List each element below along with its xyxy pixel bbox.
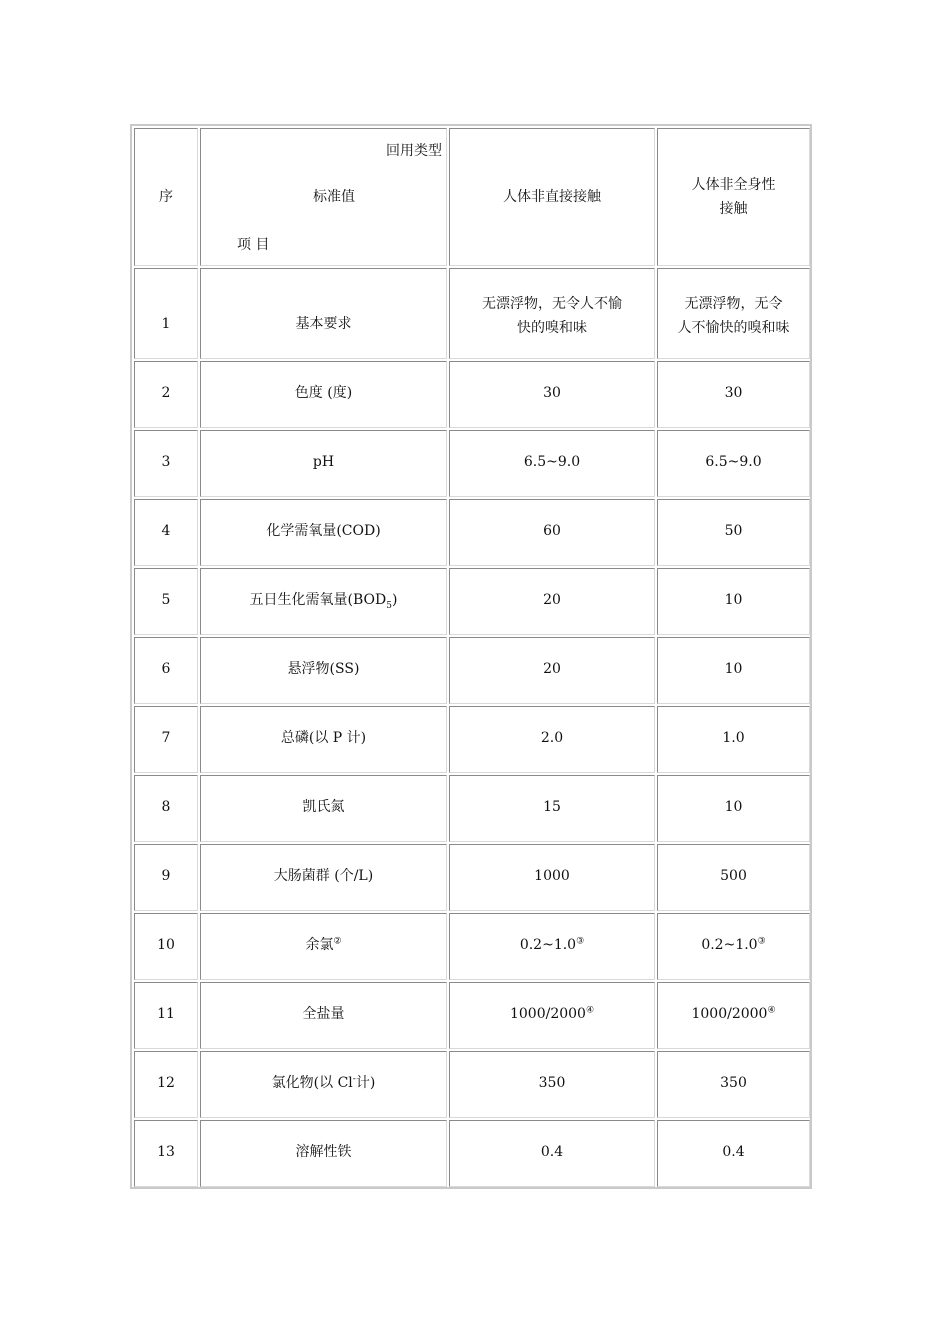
row-value-b: 6.5~9.0 [657,430,810,497]
header-diagonal-cell [200,128,447,266]
header-col-b [657,128,810,266]
row-item [200,1051,447,1118]
row-value-b: 1.0 [657,706,810,773]
row-item: pH [200,430,447,497]
table-row [134,844,810,911]
row-number: 8 [134,775,198,842]
table-row [134,706,810,773]
row-value-a: 15 [449,775,655,842]
row-value-b: 30 [657,361,810,428]
row-value-a-line2: 快的嗅和味 [517,320,587,336]
row-value-a-note-mark: ③ [576,936,585,947]
table-row [134,499,810,566]
row-value-a: 0.4 [449,1120,655,1187]
table-row [134,913,810,980]
row-number: 3 [134,430,198,497]
table-row [134,430,810,497]
row-value-a [449,913,655,980]
row-item: 溶解性铁 [200,1120,447,1187]
row-item-note-mark: ② [333,936,342,947]
table-row [134,268,810,359]
row-value-b [657,913,810,980]
row-value-a: 6.5~9.0 [449,430,655,497]
header-standard-value: 标准值 [313,189,355,205]
row-item: 基本要求 [200,268,447,359]
row-value-a: 2.0 [449,706,655,773]
row-value-a: 60 [449,499,655,566]
row-item: 全盐量 [200,982,447,1049]
row-value-b: 500 [657,844,810,911]
row-number: 4 [134,499,198,566]
row-number: 5 [134,568,198,635]
row-number: 7 [134,706,198,773]
row-item: 大肠菌群 (个/L) [200,844,447,911]
row-value-a [449,268,655,359]
row-value-b: 350 [657,1051,810,1118]
row-number: 6 [134,637,198,704]
header-col-b-line1: 人体非全身性 [691,177,776,193]
water-reuse-standards-table [132,126,812,1189]
header-col-b-line2: 接触 [719,201,748,217]
row-number: 9 [134,844,198,911]
table-row [134,1120,810,1187]
row-item: 凯氏氮 [200,775,447,842]
row-value-b: 50 [657,499,810,566]
row-value-a: 1000 [449,844,655,911]
row-number: 2 [134,361,198,428]
row-number: 11 [134,982,198,1049]
row-number: 13 [134,1120,198,1187]
header-seq: 序 [134,128,198,266]
table-row [134,775,810,842]
row-value-b-line1: 无漂浮物，无令 [684,296,783,312]
row-item-subscript: 5 [386,600,392,611]
row-number: 1 [134,268,198,359]
row-value-b: 10 [657,775,810,842]
header-col-a: 人体非直接接触 [449,128,655,266]
row-value-a-line1: 无漂浮物，无令人不愉 [482,296,622,312]
row-item-superscript: - [352,1074,356,1085]
row-value-a [449,982,655,1049]
row-value-b-line2: 人不愉快的嗅和味 [677,320,790,336]
row-value-a: 20 [449,637,655,704]
row-value-b: 10 [657,568,810,635]
row-value-a-note-mark: ④ [585,1005,595,1016]
table-row [134,361,810,428]
row-item-end: 计) [355,1075,376,1091]
row-item-text: 余氯 [305,937,334,953]
row-value-b [657,268,810,359]
header-item: 项 目 [237,237,270,253]
row-value-b-note-mark: ④ [767,1005,776,1016]
table-header-row [134,128,810,266]
row-value-a: 20 [449,568,655,635]
row-value-b: 0.4 [657,1120,810,1187]
row-item: 总磷(以 P 计) [200,706,447,773]
row-number: 12 [134,1051,198,1118]
row-item-text: 氯化物(以 Cl [271,1075,353,1091]
row-value-a: 350 [449,1051,655,1118]
row-value-a: 30 [449,361,655,428]
table-row [134,568,810,635]
row-item [200,913,447,980]
row-item: 化学需氧量(COD) [200,499,447,566]
row-item-end: ) [391,592,398,608]
row-item: 悬浮物(SS) [200,637,447,704]
row-number: 10 [134,913,198,980]
row-value-b-note-mark: ③ [757,936,766,947]
row-value-b: 10 [657,637,810,704]
row-item [200,568,447,635]
row-item: 色度 (度) [200,361,447,428]
row-value-b-text: 1000/2000 [691,1006,768,1022]
row-value-b-text: 0.2~1.0 [701,937,758,953]
row-value-a-text: 0.2~1.0 [519,937,577,953]
row-value-a-text: 1000/2000 [509,1006,586,1022]
table-row [134,1051,810,1118]
table-row [134,982,810,1049]
header-reuse-type: 回用类型 [386,143,442,159]
row-value-b [657,982,810,1049]
row-item-text: 五日生化需氧量(BOD [249,592,387,608]
table-row [134,637,810,704]
